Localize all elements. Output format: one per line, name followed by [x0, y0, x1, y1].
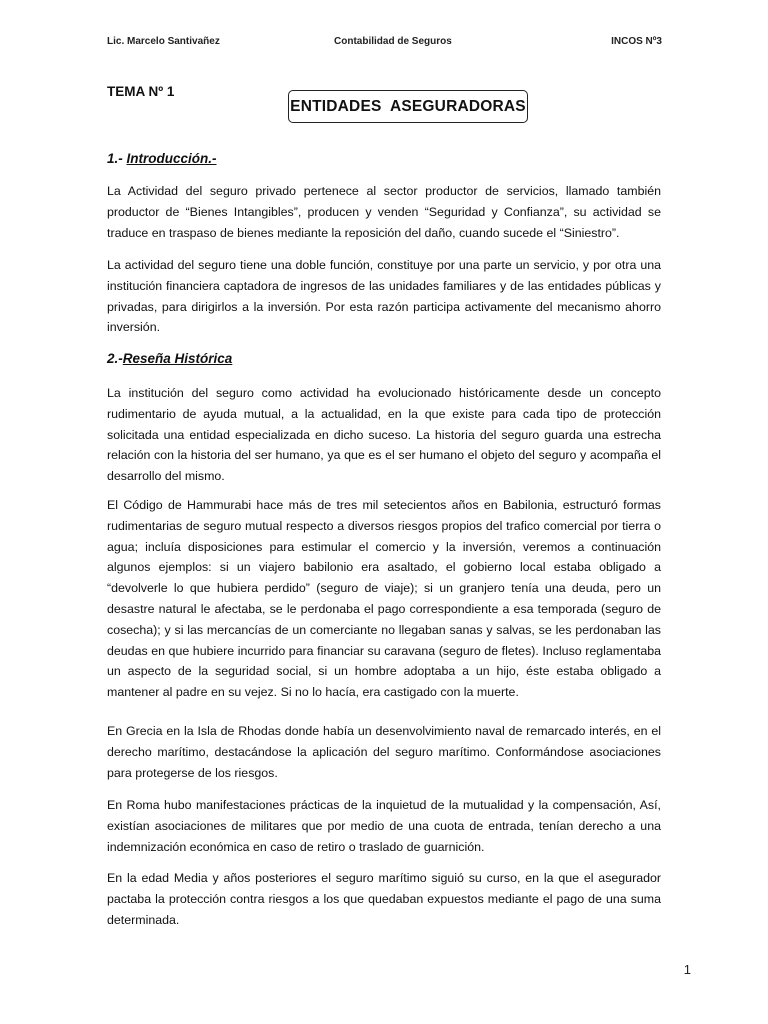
header-author: Lic. Marcelo Santivañez: [107, 36, 220, 47]
paragraph: La actividad del seguro tiene una doble función, constituye por una parte un servicio, y por otra una institución financiera captadora de ingresos de las unidades familiares y de las entidades públicas y privadas, para dirigirlos a la inversión. Por esta razón participa activamente del mecanismo ahorro inversión.: [107, 258, 661, 335]
page-header: [107, 36, 662, 50]
paragraph: La Actividad del seguro privado pertenece al sector productor de servicios, llamado también productor de “Bienes Intangibles”, producen y venden “Seguridad y Confianza”, su actividad se traduce en traspaso de bienes mediante la reposición del daño, cuando sucede el “Siniestro”.: [107, 184, 661, 240]
section-title: Reseña Histórica: [122, 351, 233, 366]
section-number: 1.-: [107, 151, 127, 166]
paragraph: El Código de Hammurabi hace más de tres mil setecientos años en Babilonia, estructuró formas rudimentarias de seguro mutual respecto a diversos riesgos propios del trafico comercial por tierra o agua; incluía disposiciones para estimular el comercio y la inversión, veremos a continuación algunos ejemplos: si un viajero babilonio era asaltado, el gobierno local estaba obligado a “devolverle lo que hubiera perdido” (seguro de viaje); si un granjero tenía una deuda, pero un desastre natural le afectaba, se le perdonaba el pago correspondiente a esa temporada (seguro de cosecha); y si las mercancías de un comerciante no llegaban sanas y salvas, se les perdonaban las deudas en que hubiere incurrido para financiar su caravana (seguro de fletes). Incluso reglamentaba un aspecto de la seguridad social, si un hombre adoptaba a un hijo, éste estaba obligado a mantener al padre en su vejez. Si no lo hacía, era castigado con la muerte.: [107, 498, 661, 700]
header-subject: Contabilidad de Seguros: [334, 36, 452, 47]
section-heading-resena-historica: [107, 351, 232, 366]
page-number: 1: [683, 962, 691, 977]
document-title: ENTIDADES ASEGURADORAS: [288, 90, 528, 123]
section-number: 2.-: [107, 351, 123, 366]
paragraph: En Roma hubo manifestaciones prácticas de la inquietud de la mutualidad y la compensación, Así, existían asociaciones de militares que por medio de una cuota de entrada, tenían derecho a una indemnización económica en caso de retiro o traslado de guarnición.: [107, 798, 661, 854]
tema-label: TEMA Nº 1: [107, 84, 175, 99]
paragraph: La institución del seguro como actividad ha evolucionado históricamente desde un concepto rudimentario de ayuda mutual, a la actualidad, en la que existe para cada tipo de protección solicitada una entidad especializada en dicho suceso. La historia del seguro guarda una estrecha relación con la historia del ser humano, ya que es el ser humano el objeto del seguro y acompaña el desarrollo del mismo.: [107, 386, 661, 484]
header-institution: INCOS Nº3: [611, 36, 662, 47]
section-title: Introducción.-: [126, 151, 217, 166]
paragraph: En Grecia en la Isla de Rhodas donde había un desenvolvimiento naval de remarcado interés, en el derecho marítimo, destacándose la aplicación del seguro marítimo. Conformándose asociaciones para protegerse de los riesgos.: [107, 724, 661, 780]
paragraph: En la edad Media y años posteriores el seguro marítimo siguió su curso, en la que el asegurador pactaba la protección contra riesgos a los que quedaban expuestos mediante el pago de una suma determinada.: [107, 871, 661, 927]
section-heading-introduccion: [107, 151, 217, 166]
